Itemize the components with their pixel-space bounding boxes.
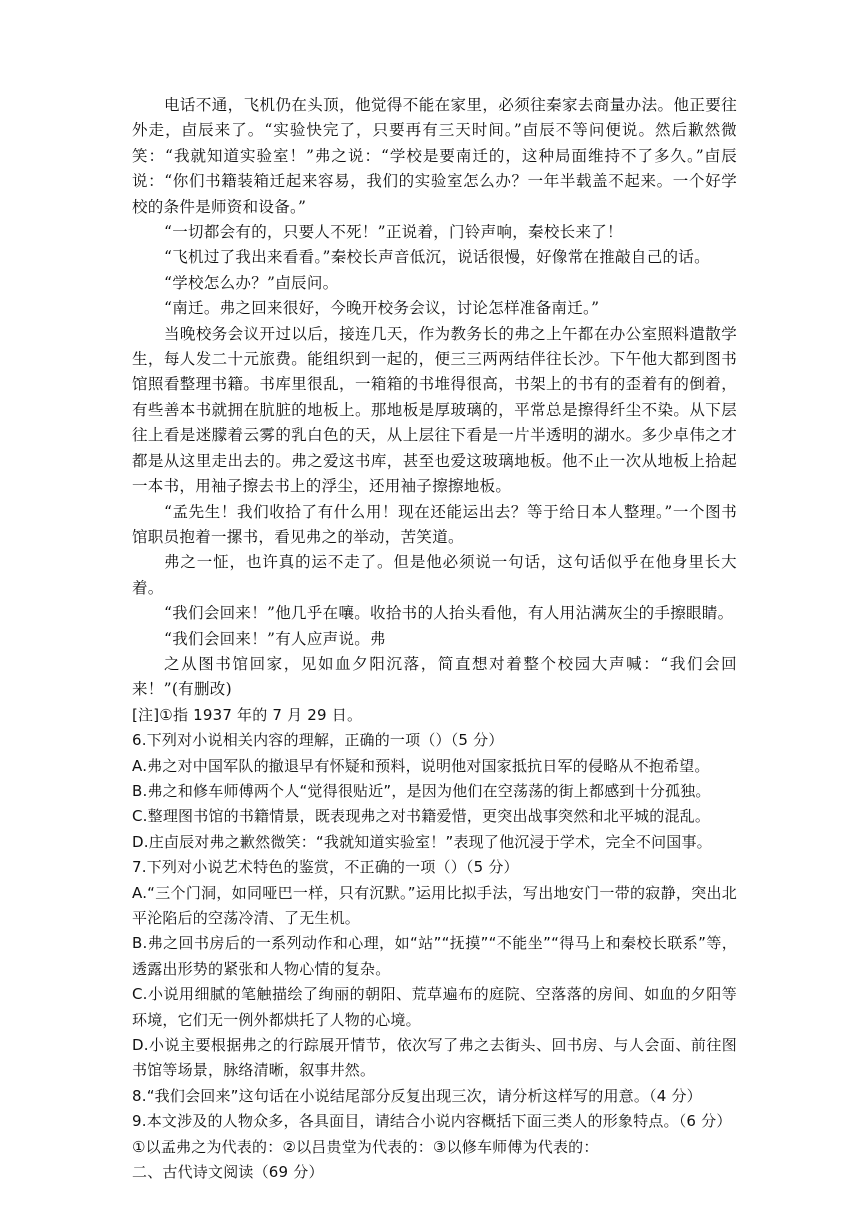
- story-paragraph: 弗之一怔，也许真的运不走了。但是他必须说一句话，这句话似乎在他身里长大着。: [132, 553, 737, 597]
- story-paragraph: “孟先生！我们收拾了有什么用！现在还能运出去？等于给日本人整理。”一个图书馆职员抱着一摞书，看见弗之的举动，苦笑道。: [132, 502, 737, 546]
- question-8: 8.“我们会回来”这句话在小说结尾部分反复出现三次，请分析这样写的用意。（4 分）: [132, 1086, 702, 1105]
- question-7-option-a: A.“三个门洞，如同哑巴一样，只有沉默。”运用比拟手法，写出地安门一带的寂静，突出北平沦陷后的空荡冷清、了无生机。: [132, 883, 737, 927]
- question-6-option-c: C.整理图书馆的书籍情景，既表现弗之对书籍爱惜，更突出战事突然和北平城的混乱。: [132, 807, 711, 826]
- story-paragraph: “学校怎么办？”卣辰问。: [164, 273, 339, 292]
- question-9-subitems: ①以孟弗之为代表的：②以吕贵堂为代表的：③以修车师傅为代表的：: [132, 1137, 599, 1156]
- story-paragraph: “飞机过了我出来看看。”秦校长声音低沉，说话很慢，好像常在推敲自己的话。: [164, 248, 710, 267]
- question-7: 7.下列对小说艺术特色的鉴赏，不正确的一项（）（5 分）: [132, 858, 519, 877]
- story-paragraph: 电话不通，飞机仍在头顶，他觉得不能在家里，必须往秦家去商量办法。他正要往外走，卣辰来了。“实验快完了，只要再有三天时间。”卣辰不等问便说。然后歉然微笑：“我就知道实验室！”弗之说：“学校是要南迁的，这种局面维持不了多久。”卣辰说：“你们书籍装箱迁起来容易，我们的实验室怎么办？一年半载盖不起来。一个好学校的条件是师资和设备。”: [132, 96, 737, 216]
- question-6-option-a: A.弗之对中国军队的撤退早有怀疑和预料，说明他对国家抵抗日军的侵略从不抱希望。: [132, 756, 710, 775]
- story-paragraph: “我们会回来！”有人应声说。弗: [164, 629, 386, 648]
- question-6: 6.下列对小说相关内容的理解，正确的一项（）（5 分）: [132, 731, 504, 750]
- story-paragraph: “南迁。弗之回来很好，今晚开校务会议，讨论怎样准备南迁。”: [164, 299, 600, 318]
- question-7-option-c: C.小说用细腻的笔触描绘了绚丽的朝阳、荒草遍布的庭院、空落落的房间、如血的夕阳等环境，它们无一例外都烘托了人物的心境。: [132, 985, 737, 1029]
- story-paragraph: 之从图书馆回家，见如血夕阳沉落，简直想对着整个校园大声喊：“我们会回来！”(有删改): [132, 654, 737, 699]
- question-9: 9.本文涉及的人物众多，各具面目，请结合小说内容概括下面三类人的形象特点。（6 分）: [132, 1112, 732, 1131]
- question-6-option-d: D.庄卣辰对弗之歉然微笑：“我就知道实验室！”表现了他沉浸于学术，完全不问国事。: [132, 832, 712, 851]
- story-paragraph: 当晚校务会议开过以后，接连几天，作为教务长的弗之上午都在办公室照料遣散学生，每人发二十元旅费。能组织到一起的，便三三两两结伴往长沙。下午他大都到图书馆照看整理书籍。书库里很乱，一箱箱的书堆得很高，书架上的书有的歪着有的倒着，有些善本书就拥在肮脏的地板上。那地板是厚玻璃的，平常总是擦得纤尘不染。从下层往上看是迷朦着云雾的乳白色的天，从上层往下看是一片半透明的湖水。多少卓伟之才都是从这里走出去的。弗之爱这书库，甚至也爱这玻璃地板。他不止一次从地板上拾起一本书，用袖子擦去书上的浮尘，还用袖子擦擦地板。: [132, 324, 737, 496]
- question-7-option-b: B.弗之回书房后的一系列动作和心理，如“站”“抚摸”“不能坐”“得马上和秦校长联系”等，透露出形势的紧张和人物心情的复杂。: [132, 934, 737, 978]
- footnote: [注]①指 1937 年的 7 月 29 日。: [132, 705, 363, 724]
- section-heading: 二、古代诗文阅读（69 分）: [132, 1163, 324, 1182]
- story-paragraph: “一切都会有的，只要人不死！”正说着，门铃声响，秦校长来了！: [164, 223, 623, 242]
- question-6-option-b: B.弗之和修车师傅两个人“觉得很贴近”，是因为他们在空荡荡的街上都感到十分孤独。: [132, 781, 711, 800]
- question-7-option-d: D.小说主要根据弗之的行踪展开情节，依次写了弗之去街头、回书房、与人会面、前往图书馆等场景，脉络清晰，叙事井然。: [132, 1036, 737, 1080]
- story-text: [132, 93, 737, 703]
- story-paragraph: “我们会回来！”他几乎在嚷。收拾书的人抬头看他，有人用沾满灰尘的手擦眼睛。: [164, 604, 734, 623]
- questions-section: [132, 703, 737, 1186]
